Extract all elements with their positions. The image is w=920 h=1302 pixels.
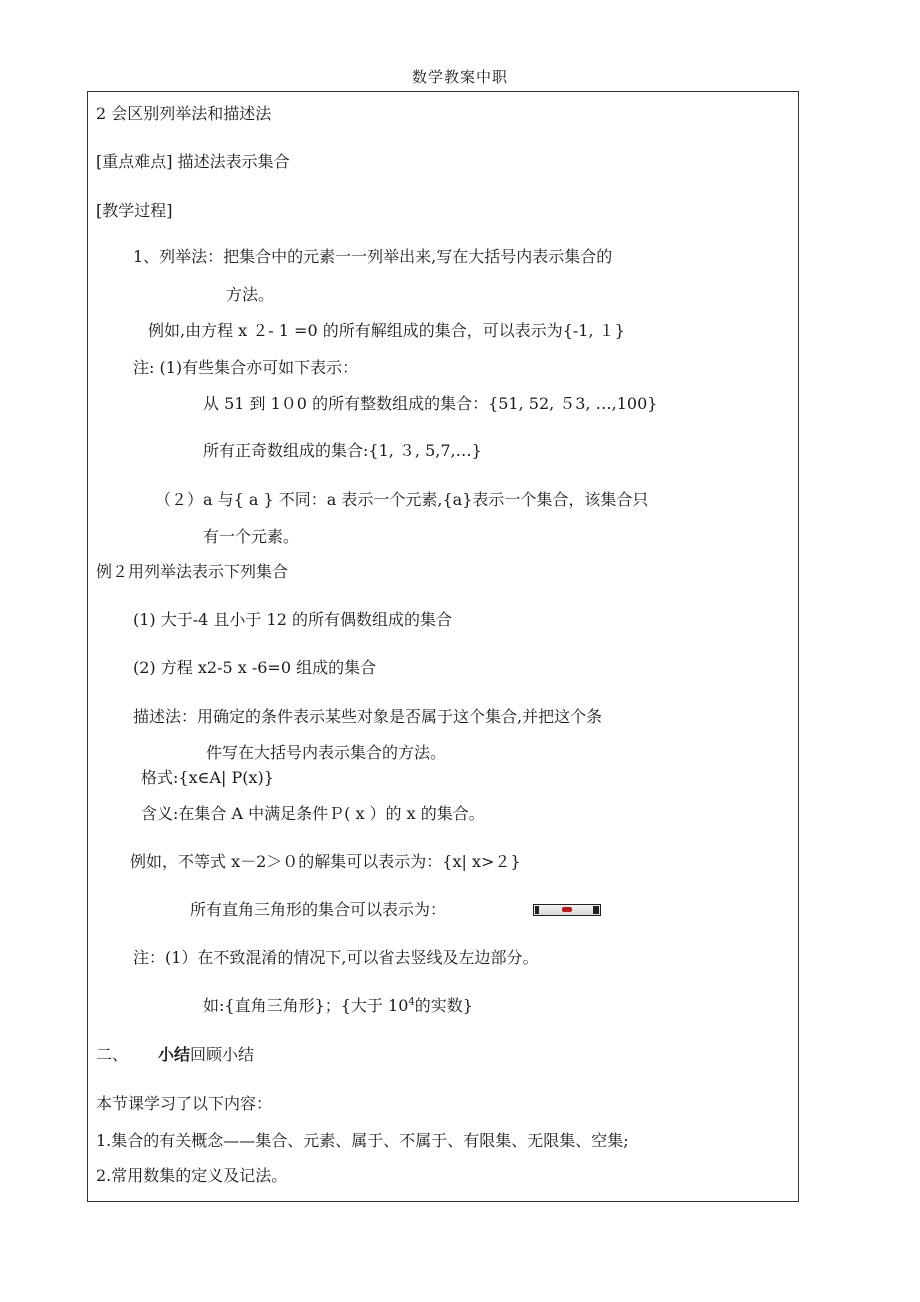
figure-red-mark bbox=[562, 907, 572, 912]
integers-example: 从 51 到 1０0 的所有整数组成的集合：{51, 52, ５3, …,100} bbox=[203, 394, 658, 413]
summary-number: 二、 bbox=[96, 1045, 129, 1064]
shorthand-example bbox=[203, 996, 473, 1016]
example-2-item-1: (1) 大于-4 且小于 12 的所有偶数组成的集合 bbox=[133, 610, 452, 629]
figure-left-cap bbox=[535, 906, 539, 914]
summary-subtitle: 回顾小结 bbox=[190, 1045, 255, 1064]
odd-numbers-example: 所有正奇数组成的集合:{1, ３, 5,7,…} bbox=[203, 441, 482, 460]
summary-heading bbox=[96, 1045, 254, 1065]
figure-right-cap bbox=[593, 906, 599, 914]
right-triangles-line: 所有直角三角形的集合可以表示为： bbox=[190, 900, 447, 919]
meaning-line: 含义:在集合 A 中满足条件Ｐ( x ）的 x 的集合。 bbox=[141, 804, 485, 823]
page-header: 数学教案中职 bbox=[411, 68, 508, 86]
objective-line: 2 会区别列举法和描述法 bbox=[96, 104, 272, 123]
note-omit: 注：(1）在不致混淆的情况下,可以省去竖线及左边部分。 bbox=[133, 948, 539, 967]
example-2-item-2: (2) 方程 x2-5 x -6=0 组成的集合 bbox=[133, 658, 377, 677]
description-definition-cont: 件写在大括号内表示集合的方法。 bbox=[206, 743, 447, 762]
summary-item-1: 1.集合的有关概念——集合、元素、属于、不属于、有限集、无限集、空集; bbox=[96, 1131, 629, 1150]
shorthand-text-b: 的实数} bbox=[414, 996, 473, 1015]
shorthand-text-a: 如:{直角三角形}；{大于 10 bbox=[203, 996, 409, 1015]
summary-intro: 本节课学习了以下内容： bbox=[96, 1094, 273, 1113]
example-equation: 例如,由方程 x ２- 1 =0 的所有解组成的集合，可以表示为{-1, １} bbox=[148, 321, 625, 340]
process-heading: [教学过程] bbox=[96, 201, 173, 220]
key-points-line: [重点难点] 描述法表示集合 bbox=[96, 152, 290, 171]
enumeration-definition: 1、列举法：把集合中的元素一一列举出来,写在大括号内表示集合的 bbox=[133, 247, 613, 266]
example-2-heading: 例２用列举法表示下列集合 bbox=[96, 562, 289, 581]
exponent: 4 bbox=[408, 996, 415, 1008]
inequality-example: 例如，不等式 x－2＞０的解集可以表示为：{x| x>２} bbox=[130, 852, 521, 871]
format-line: 格式:{x∈A| P(x)} bbox=[141, 768, 274, 787]
note-1: 注: (1)有些集合亦可如下表示： bbox=[133, 358, 359, 377]
summary-title: 小结 bbox=[158, 1045, 191, 1064]
summary-item-2: 2.常用数集的定义及记法。 bbox=[96, 1166, 288, 1185]
description-definition: 描述法：用确定的条件表示某些对象是否属于这个集合,并把这个条 bbox=[133, 707, 603, 726]
enumeration-definition-cont: 方法。 bbox=[226, 285, 275, 304]
note-2-cont: 有一个元素。 bbox=[203, 527, 300, 546]
note-2: （２）a 与{ a } 不同：a 表示一个元素,{a}表示一个集合，该集合只 bbox=[155, 490, 649, 509]
embedded-formula-image bbox=[533, 904, 601, 916]
